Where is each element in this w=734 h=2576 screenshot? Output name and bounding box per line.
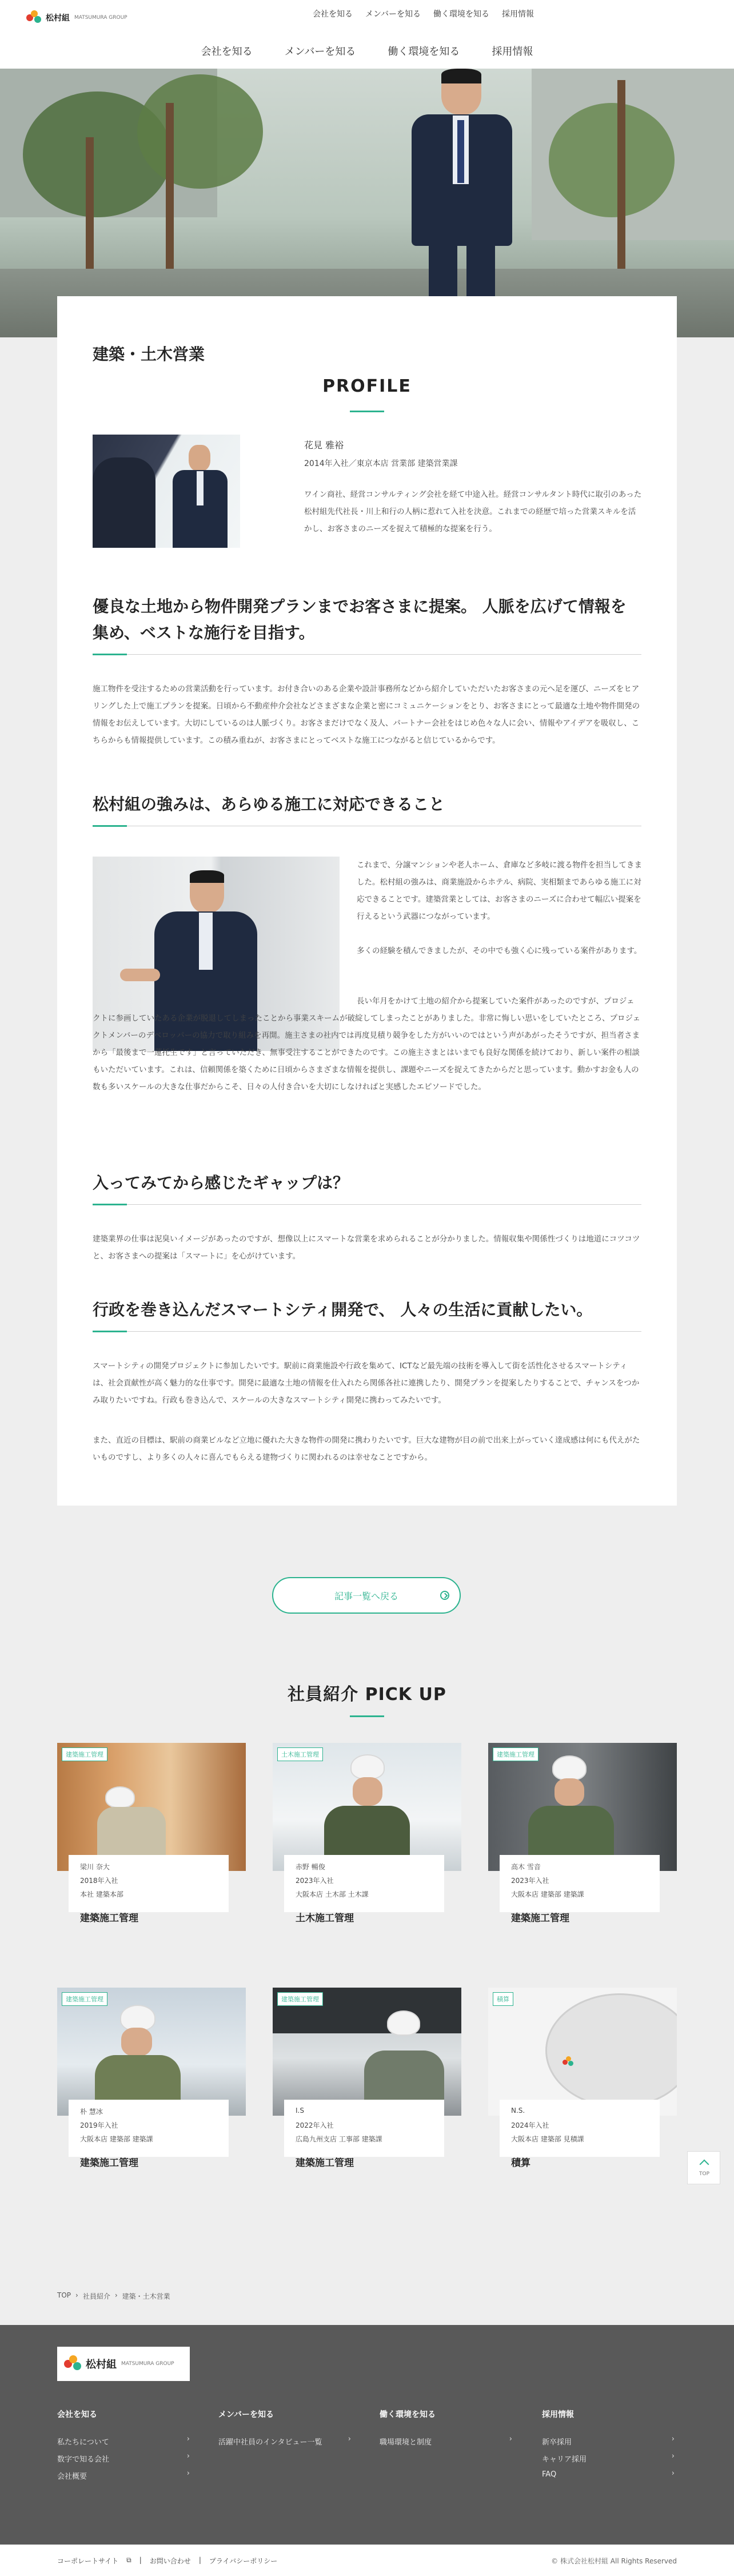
footer [0,2325,734,2576]
section-body-4b: また、直近の目標は、駅前の商業ビルなど立地に優れた大きな物件の開発に携わりたいです。巨大な建物が目の前で出来上がっていく達成感は何にも代えがたいものですし、より多くの人々に喜んでもらえる建物づくりに関われるのは幸せなことですから。 [93,1436,640,1462]
profile-role: 2014年入社／東京本店 営業部 建築営業課 [304,459,458,468]
pickup-year-6: 2024年入社 [511,2121,549,2129]
pickup-heading: 社員紹介 PICK UP [288,1685,446,1705]
footer-heading[interactable]: メンバーを知る [218,2410,274,2419]
pickup-tag-1: 建築施工管理 [62,1747,107,1761]
back-to-list-button[interactable] [272,1577,461,1614]
pickup-job-4: 建築施工管理 [80,2157,138,2169]
topnav-item-recruit[interactable]: 採用情報 [502,10,534,19]
section-body-2b: 多くの経験を積んできましたが、その中でも強く心に残っている案件があります。 [357,946,642,955]
breadcrumb-separator-icon: › [75,2291,78,2299]
mainnav-item-company[interactable]: 会社を知る [201,46,253,58]
profile-photo [93,435,240,548]
pickup-name-3: 高木 雪音 [511,1863,541,1871]
footer-heading[interactable]: 採用情報 [542,2410,574,2419]
profile-name: 花見 雅裕 [304,440,344,451]
topnav-item-environment[interactable]: 働く環境を知る [433,10,489,19]
pickup-dept-5: 広島九州支店 工事部 建築課 [296,2135,382,2143]
pickup-year-2: 2023年入社 [296,1877,334,1885]
pickup-year-5: 2022年入社 [296,2121,334,2129]
topnav-item-company[interactable]: 会社を知る [312,10,353,19]
section-divider-4 [93,1331,641,1332]
profile-description: ワイン商社、経営コンサルティング会社を経て中途入社。経営コンサルタント時代に取引のあった松村組先代社長・川上和行の人柄に惹れて入社を決意。これまでの経歴で培った営業スキルを活かし、お客さまのニーズを捉えて積極的な提案を行う。 [304,490,642,533]
back-to-list-label: 記事一覧へ戻る [334,1590,398,1602]
pickup-dept-1: 本社 建築本部 [80,1890,123,1898]
pickup-tag-4: 建築施工管理 [62,1992,107,2006]
breadcrumb-item-members[interactable]: 社員紹介 [82,2292,110,2300]
section-title-4: 行政を巻き込んだスマートシティ開発で、 人々の生活に貢献したい。 [93,1300,593,1319]
pickup-heading-underline [350,1715,384,1717]
footer-heading[interactable]: 会社を知る [57,2410,97,2419]
pickup-year-4: 2019年入社 [80,2121,118,2129]
pickup-photo-1 [57,1743,246,1871]
topnav-item-members[interactable]: メンバーを知る [365,10,421,19]
footer-col-environment [380,2408,512,2453]
mainnav-item-environment[interactable]: 働く環境を知る [388,46,460,58]
section-title-3: 入ってみてから感じたギャップは？ [93,1173,349,1192]
footer-heading[interactable]: 働く環境を知る [380,2410,436,2419]
pickup-tag-6: 積算 [493,1992,513,2006]
pickup-name-5: I.S [296,2107,304,2115]
section-divider-3 [93,1204,641,1205]
section-body-2a: これまで、分譲マンションや老人ホーム、倉庫など多岐に渡る物件を担当してきました。松村組の強みは、商業施設からホテル、病院、実相類まであらゆる施工に対応できることです。建築営業としては、お客さまのニーズに合わせて幅広い提案を行えるという武器につながっています。 [357,861,643,921]
section-body-4: スマートシティの開発プロジェクトに参加したいです。駅前に商業施設や行政を集めて、ICTなど最先端の技術を導入して街を活性化させるスマートシティは、社会貢献性が高く魅力的な仕事です。開発に最適な土地の情報を仕入れたら関係各社に連携したり、開発プランを提案したりすることで、チャンスをつかみ取りたいですね。行政も巻き込んで、スケールの大きなスマートシティ開発に携わってみたいです。 [93,1361,640,1405]
breadcrumb-separator-icon: › [114,2291,118,2299]
pickup-job-5: 建築施工管理 [296,2157,354,2169]
pickup-job-1: 建築施工管理 [80,1913,138,1924]
logo-mark-icon [26,10,41,25]
footer-link[interactable]: キャリア採用 › [542,2453,675,2470]
pickup-name-2: 赤野 暢俊 [296,1863,325,1871]
back-to-top-label: TOP [699,2171,709,2177]
pickup-card-3[interactable] [488,1743,677,1949]
footer-logo[interactable] [57,2347,190,2381]
pickup-dept-2: 大阪本店 土木部 土木課 [296,1890,369,1898]
section-body-3: 建築業界の仕事は泥臭いイメージがあったのですが、想像以上にスマートな営業を求められることが分かりました。情報収集や関係性づくりは地道にコツコツと、お客さまへの提案は「スマートに」を心がけています。 [93,1235,640,1261]
logo-subtext: MATSUMURA GROUP [74,15,127,21]
pickup-dept-4: 大阪本店 建築部 建築課 [80,2135,153,2143]
footer-contact-link[interactable]: お問い合わせ [149,2557,191,2565]
footer-bottom-links [57,2556,277,2566]
footer-link[interactable]: 職場環境と制度 › [380,2436,512,2453]
footer-bottom-bar [0,2545,734,2576]
pickup-dept-3: 大阪本店 建築部 建築課 [511,1890,584,1898]
section-title-1: 優良な土地から物件開発プランまでお客さまに提案。 人脈を広げて情報を集め、ベストな施行を目指す。 [93,597,627,642]
pickup-tag-3: 建築施工管理 [493,1747,538,1761]
footer-link[interactable]: 新卒採用 › [542,2436,675,2453]
site-logo[interactable] [26,10,127,25]
header-top [0,0,734,33]
footer-link[interactable]: FAQ › [542,2470,675,2487]
footer-col-company [57,2408,190,2487]
main-nav [0,33,734,69]
pickup-name-1: 梁川 奈大 [80,1863,110,1871]
footer-link[interactable]: 数字で知る会社 › [57,2453,190,2470]
mainnav-item-members[interactable]: メンバーを知る [284,46,356,58]
footer-corporate-link[interactable]: コーポレートサイト [57,2557,119,2565]
article-card [57,296,677,1506]
pickup-card-5[interactable] [273,1988,461,2193]
pickup-name-6: N.S. [511,2107,525,2115]
external-link-icon: ⧉ [126,2556,131,2564]
profile-heading-underline [350,411,384,412]
section-title-2: 松村組の強みは、あらゆる施工に対応できること [93,795,445,814]
footer-col-recruit [542,2408,675,2487]
footer-link[interactable]: 活躍中社員のインタビュー一覧 › [218,2436,351,2453]
pickup-tag-2: 土木施工管理 [277,1747,323,1761]
back-to-top-button[interactable] [687,2151,720,2184]
section-body-1: 施工物件を受注するための営業活動を行っています。お付き合いのある企業や設計事務所などから紹介していただいたお客さまの元へ足を運び、ニーズをヒアリングした上で施工プランを提案。日頃から不動産仲介会社などさまざまな企業と密にコミュニケーションをとり、お客さまにとって最適な土地や物件開発の情報をお伝えしています。大切にしているのは人脈づくり。お客さまだけでなく及人、パートナー会社をはじめ色々な人に会い、情報やアイデアを吸収し、こちらからも情報提供しています。この積み重ねが、お客さまにとってベストな施工につながると信じているからです。 [93,684,640,745]
profile-heading: PROFILE [322,376,412,396]
pickup-year-3: 2023年入社 [511,1877,549,1885]
footer-link[interactable]: 会社概要 › [57,2470,190,2487]
pickup-photo-5 [273,1988,461,2116]
pickup-job-2: 土木施工管理 [296,1913,354,1924]
footer-link[interactable]: 私たちについて › [57,2436,190,2453]
mainnav-item-recruit[interactable]: 採用情報 [492,46,533,58]
logo-text: 松村組 [46,14,70,23]
pickup-card-2[interactable] [273,1743,461,1949]
pickup-card-1[interactable] [57,1743,246,1949]
section-body-2-rest: 長い年月をかけて土地の紹介から提案していた案件があったのですが、プロジェクトに参画していたある企業が脱退してしまったことから事業スキームが破綻してしまったことがありました。非常に悔しい思いをしていたところ、プロジェクトメンバーのデベロッパーの協力で取り組みを再開。施主さまの社内では再度見積り競争をした方がいいのではという声があがったそうですが、担当者さまから「最後まで一蓮托生です」と言っていただき、無事受注することができたのです。この施主さまとはいまでも良好な関係を続けており、新しい案件の相談もいただいています。これは、信頼関係を築くために日頃からさまざまな情報を提供し、課題やニーズを捉えてきたからだと思っています。動かすお金も人の数も多いスケールの大きな仕事だからこそ、日々の人付き合いを大切にしなければと実感したエピソードでした。 [93,997,641,1092]
footer-logo-subtext: MATSUMURA GROUP [121,2361,174,2367]
arrow-right-icon [440,1591,449,1600]
pickup-photo-6 [488,1988,677,2116]
footer-privacy-link[interactable]: プライバシーポリシー [209,2557,278,2565]
pickup-name-4: 朴 慧冰 [80,2108,103,2116]
pickup-photo-3 [488,1743,677,1871]
pickup-card-6[interactable] [488,1988,677,2193]
footer-logo-text: 松村組 [86,2359,117,2371]
footer-divider: | [198,2556,201,2564]
breadcrumb [57,2291,170,2301]
pickup-card-4[interactable] [57,1988,246,2193]
pickup-tag-5: 建築施工管理 [277,1992,323,2006]
footer-col-members [218,2408,351,2453]
pickup-photo-2 [273,1743,461,1871]
top-utility-nav [313,8,534,19]
helmet-logo-icon [563,2056,574,2068]
pickup-year-1: 2018年入社 [80,1877,118,1885]
breadcrumb-item-top[interactable]: TOP [57,2291,71,2299]
pickup-job-3: 建築施工管理 [511,1913,569,1924]
pickup-job-6: 積算 [511,2157,530,2169]
pickup-photo-4 [57,1988,246,2116]
breadcrumb-item-current: 建築・土木営業 [122,2292,170,2300]
section-divider-1 [93,654,641,655]
article-category: 建築・土木営業 [93,345,205,364]
pickup-dept-6: 大阪本店 建築部 見積課 [511,2135,584,2143]
footer-divider: | [139,2556,142,2564]
footer-logo-mark-icon [64,2355,81,2372]
copyright: © 株式会社松村組 All Rights Reserved [551,2557,677,2565]
